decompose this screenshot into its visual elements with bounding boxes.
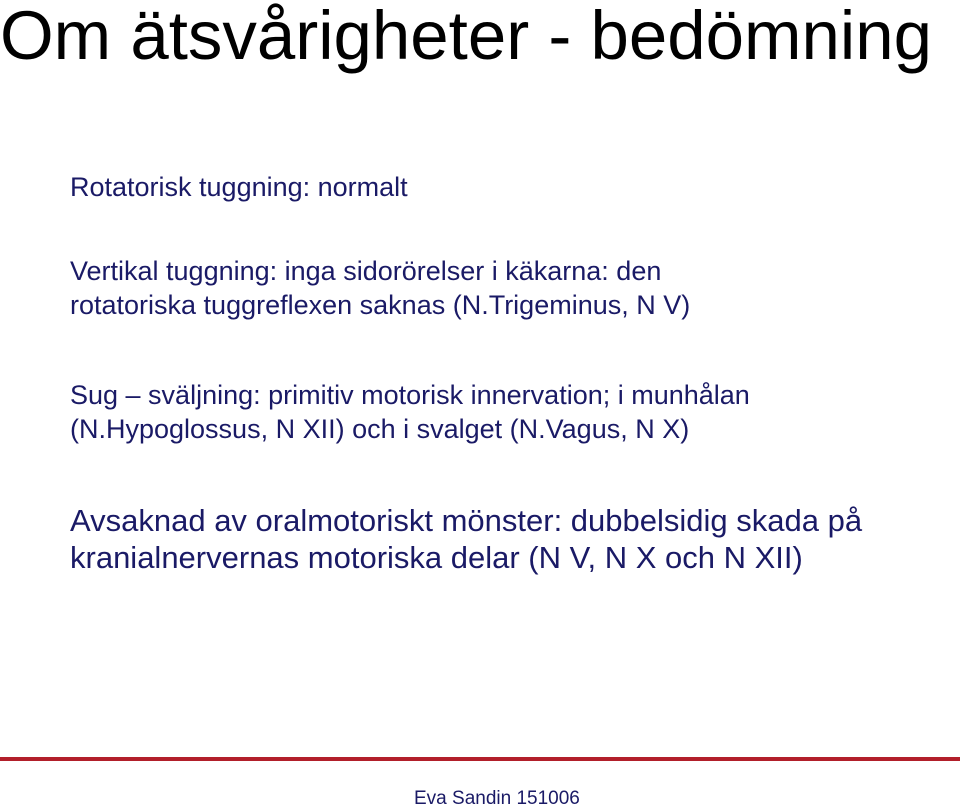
bullet-line: (N.Hypoglossus, N XII) och i svalget (N.Vagus, N X) xyxy=(70,414,690,444)
bullet-vertical-chewing xyxy=(70,254,690,322)
bullet-line: Avsaknad av oralmotoriskt mönster: dubbelsidig skada på xyxy=(70,503,863,538)
bullet-line: rotatoriska tuggreflexen saknas (N.Trigeminus, N V) xyxy=(70,290,691,320)
bullet-line: Sug – sväljning: primitiv motorisk innervation; i munhålan xyxy=(70,380,750,410)
bullet-line: kranialnervernas motoriska delar (N V, N X och N XII) xyxy=(70,540,803,575)
bullet-suck-swallow xyxy=(70,378,750,446)
bullet-line: Vertikal tuggning: inga sidorörelser i käkarna: den xyxy=(70,256,662,286)
bullet-rotatory-chewing xyxy=(70,170,408,204)
footer-divider xyxy=(0,757,960,761)
slide-title: Om ätsvårigheter - bedömning xyxy=(0,0,932,74)
bullet-oral-motor-pattern xyxy=(70,502,862,576)
footer-author-date: Eva Sandin 151006 xyxy=(414,788,580,809)
bullet-line: Rotatorisk tuggning: normalt xyxy=(70,172,408,202)
